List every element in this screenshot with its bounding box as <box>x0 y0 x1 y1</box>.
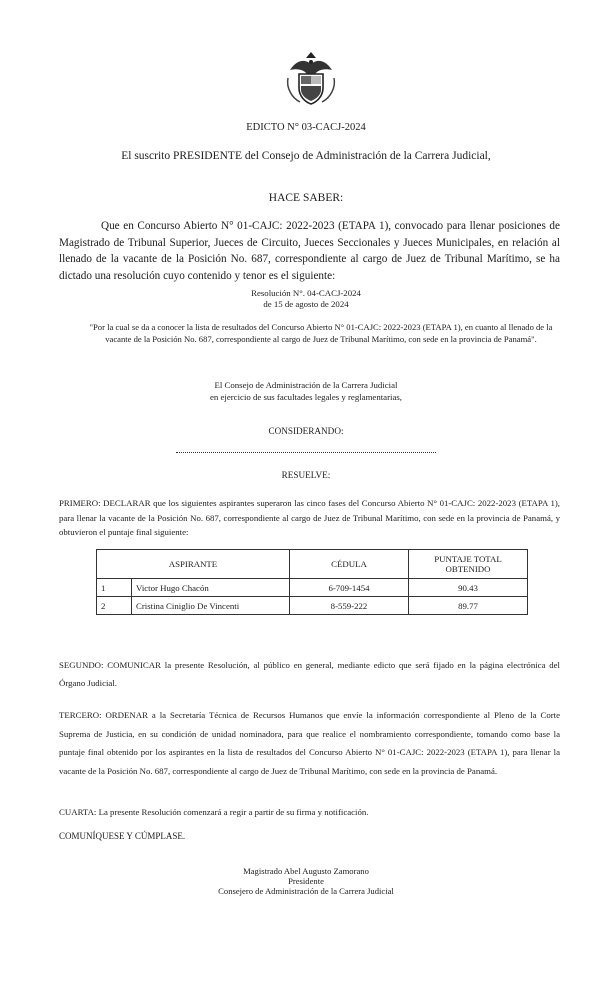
consejo-line-2: en ejercicio de sus facultades legales y reglamentarias, <box>210 392 402 402</box>
considerando-heading: CONSIDERANDO: <box>268 426 344 436</box>
resolution-quote: "Por la cual se da a conocer la lista de resultados del Concurso Abierto N° 01-CAJC: 2022-2023 (ETAPA 1), en cuanto al llenado de la vacante de la Posición No. 687, correspondiente al cargo de Juez de Tribunal Marítimo, con sede en la provincia de Panamá". <box>89 322 553 344</box>
row-number: 2 <box>97 597 132 615</box>
aspirant-score: 90.43 <box>409 579 528 597</box>
resuelve-heading: RESUELVE: <box>281 470 331 480</box>
cuarta-paragraph: CUARTA: La presente Resolución comenzará a regir a partir de su firma y notificación. <box>59 807 369 817</box>
edicto-title: EDICTO N° 03-CACJ-2024 <box>246 122 366 133</box>
coat-of-arms-seal <box>282 48 340 108</box>
aspirant-cedula: 8-559-222 <box>290 597 409 615</box>
hace-saber-heading: HACE SABER: <box>268 192 344 204</box>
tercero-paragraph: TERCERO: ORDENAR a la Secretaría Técnica de Recursos Humanos que envíe la información correspondiente al Pleno de la Corte Suprema de Justicia, en su condición de unidad nominadora, para que realice el nombramiento correspondiente, tomando como base la puntaje final obtenido por los aspirantes en la lista de resultados del Concurso Abierto N° 01-CAJC: 2022-2023 (ETAPA 1), para llenar la vacante de la Posición No. 687, correspondiente al cargo de Juez de Tribunal Marítimo, con sede en la provincia de Panamá. <box>59 710 560 776</box>
table-row <box>97 579 528 597</box>
aspirant-name: Cristina Ciniglio De Vincenti <box>132 597 290 615</box>
signer-organization: Consejero de Administración de la Carrera Judicial <box>218 886 394 896</box>
table-header-row <box>97 550 528 579</box>
segundo-paragraph: SEGUNDO: COMUNICAR la presente Resolución, al público en general, mediante edicto que será fijado en la página electrónica del Órgano Judicial. <box>59 660 560 688</box>
header-aspirante: ASPIRANTE <box>97 550 290 579</box>
body-paragraph-text: Que en Concurso Abierto N° 01-CAJC: 2022-2023 (ETAPA 1), convocado para llenar posiciones de Magistrado de Tribunal Superior, Jueces de Circuito, Jueces Seccionales y Jueces Municipales, en relación al llenado de la vacante de la Posición No. 687, correspondiente al cargo de Juez de Tribunal Marítimo, se ha dictado una resolución cuyo contenido y tenor es el siguiente: <box>59 220 560 282</box>
dotted-divider <box>176 452 436 453</box>
consejo-line-1: El Consejo de Administración de la Carrera Judicial <box>214 380 398 390</box>
header-cedula: CÉDULA <box>290 550 409 579</box>
resolution-date: de 15 de agosto de 2024 <box>263 299 349 309</box>
intro-line: El suscrito PRESIDENTE del Consejo de Administración de la Carrera Judicial, <box>121 150 491 162</box>
primero-paragraph: PRIMERO: DECLARAR que los siguientes aspirantes superaron las cinco fases del Concurso Abierto N° 01-CAJC: 2022-2023 (ETAPA 1), para llenar la vacante de la Posición No. 687, correspondiente al cargo de Juez de Tribunal Marítimo, con sede en la provincia de Panamá, y obtuvieron el puntaje final siguiente: <box>59 498 560 537</box>
signer-name: Magistrado Abel Augusto Zamorano <box>243 866 369 876</box>
row-number: 1 <box>97 579 132 597</box>
header-puntaje: PUNTAJE TOTAL OBTENIDO <box>409 550 528 579</box>
aspirant-cedula: 6-709-1454 <box>290 579 409 597</box>
signer-title: Presidente <box>288 876 324 886</box>
comuniquese-line: COMUNÍQUESE Y CÚMPLASE. <box>59 831 186 841</box>
aspirant-score: 89.77 <box>409 597 528 615</box>
resolution-number: Resolución N°. 04-CACJ-2024 <box>251 288 361 298</box>
aspirant-name: Victor Hugo Chacón <box>132 579 290 597</box>
results-table <box>96 549 528 615</box>
table-row <box>97 597 528 615</box>
body-paragraph <box>59 218 560 284</box>
